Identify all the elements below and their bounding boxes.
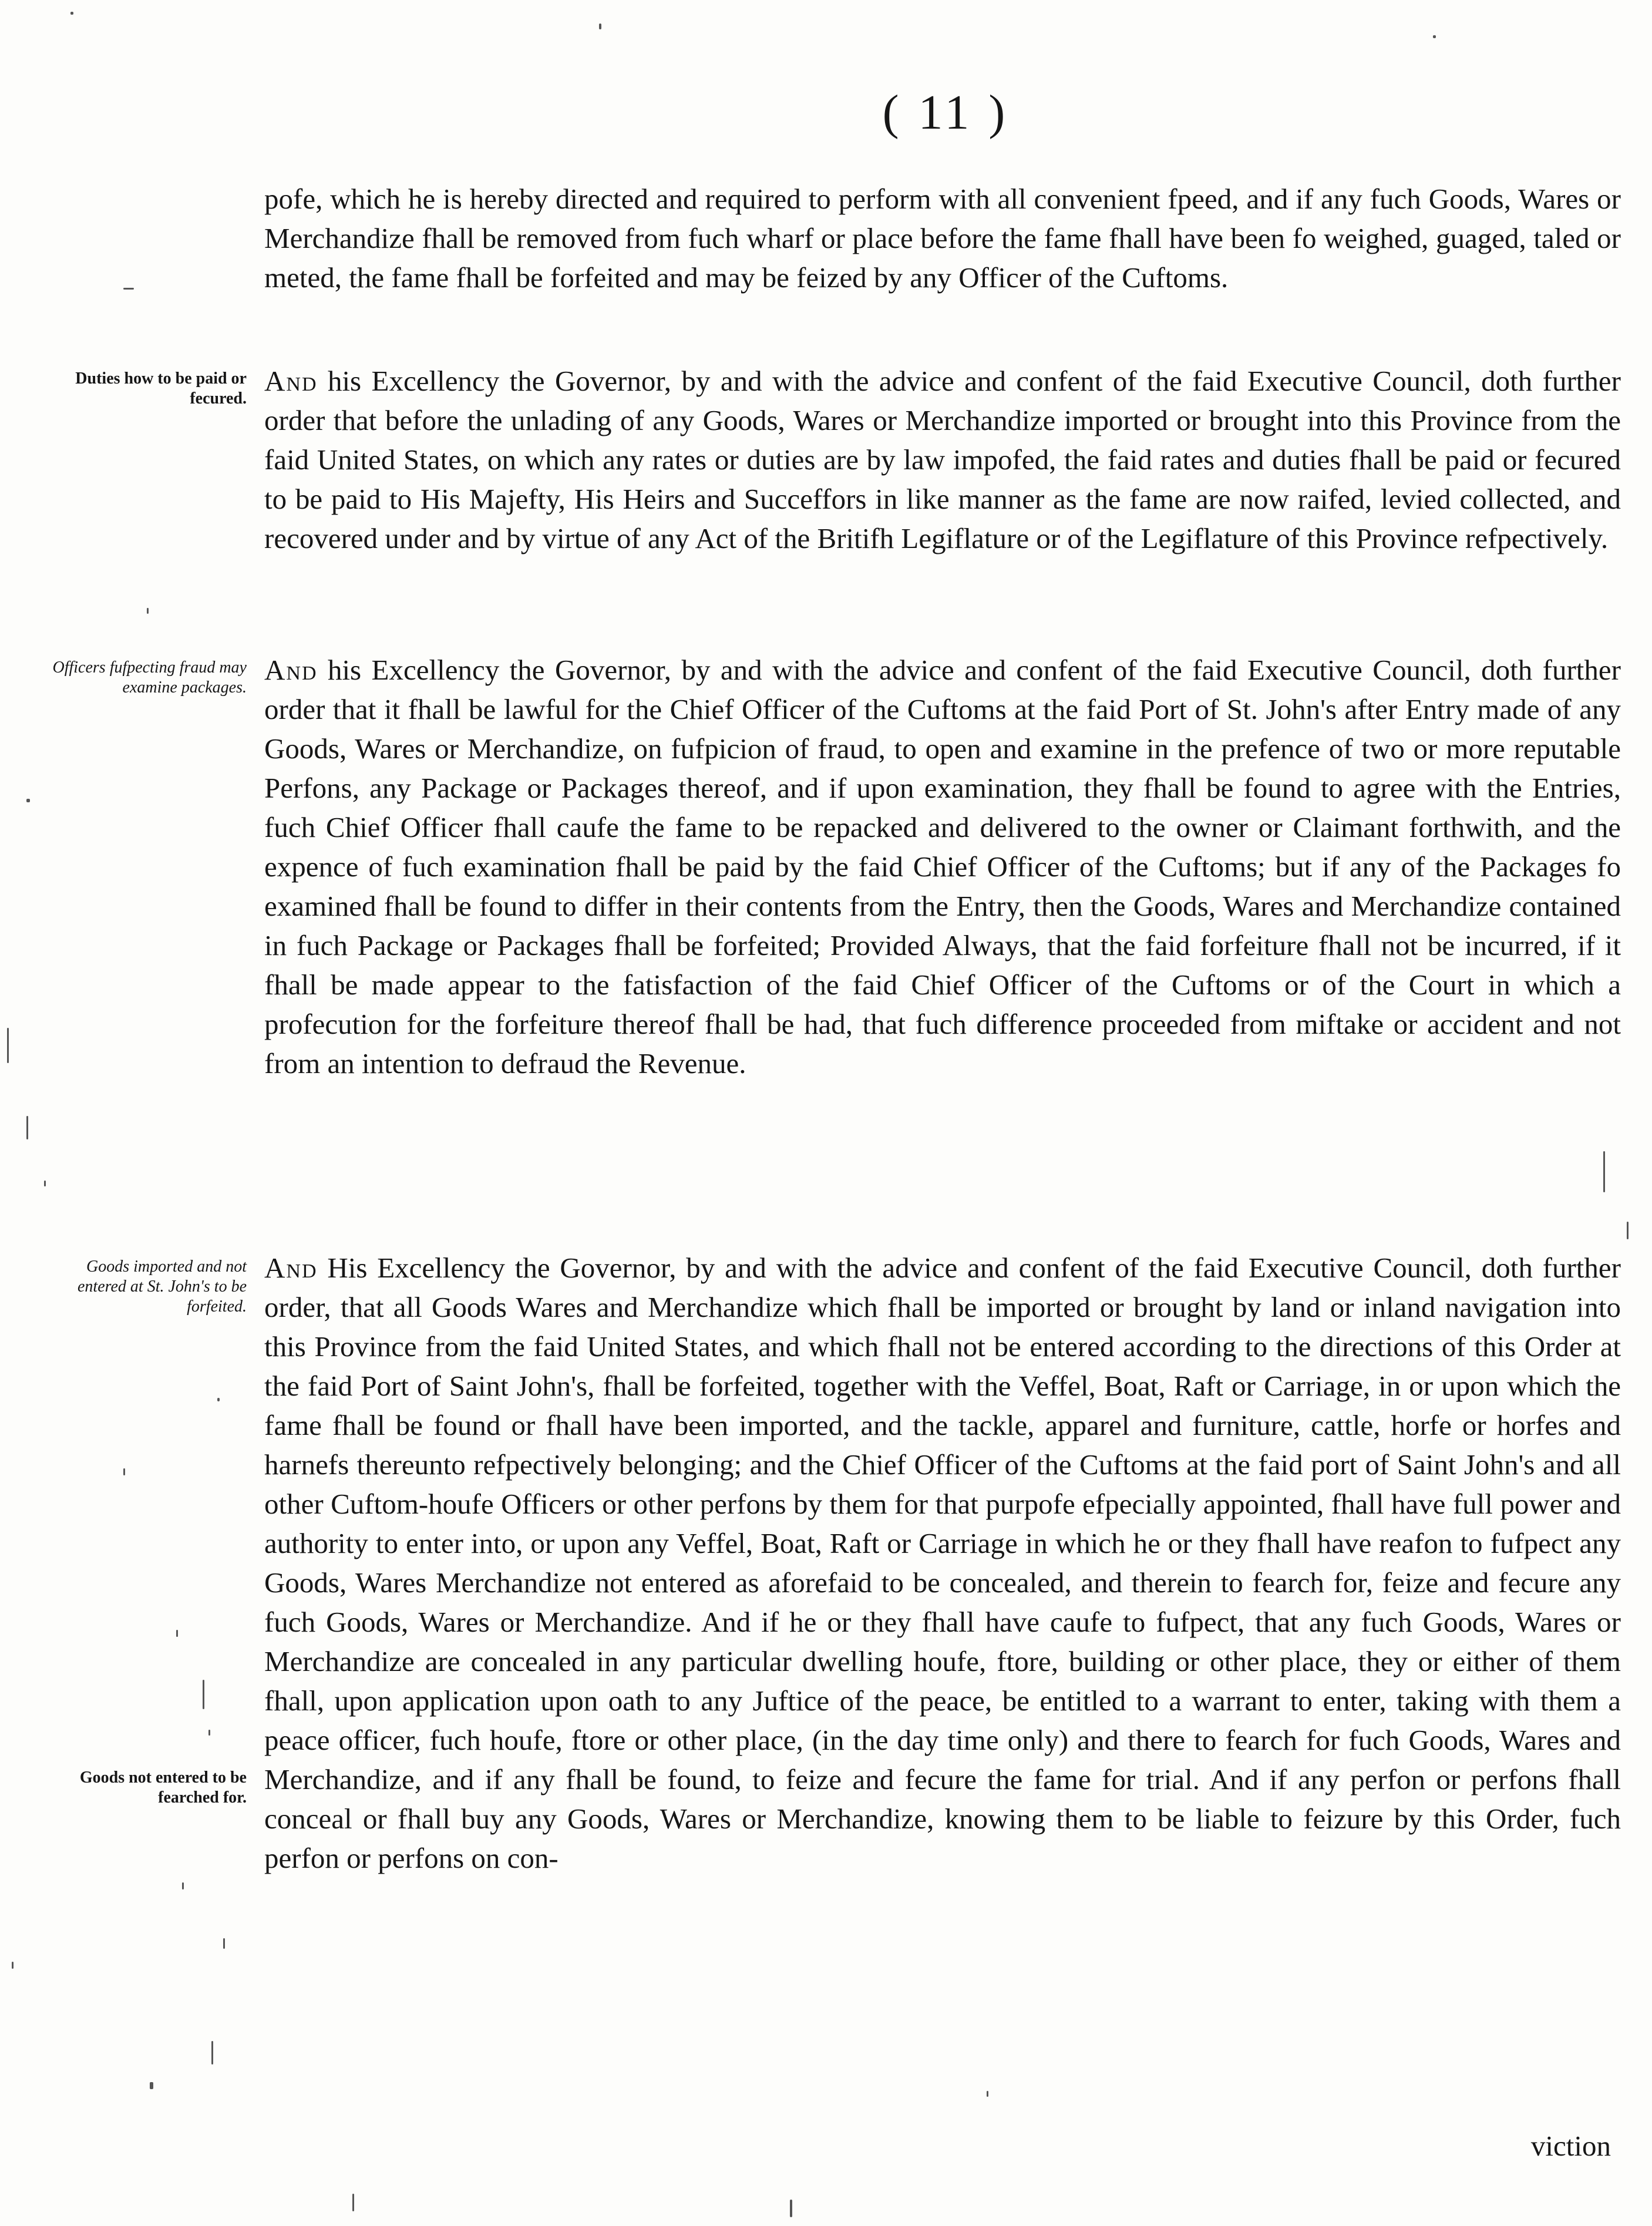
scan-speck <box>26 1116 28 1139</box>
scan-speck <box>1603 1151 1605 1192</box>
scan-speck <box>123 288 134 290</box>
scan-speck <box>790 2200 792 2217</box>
paragraph-4-text: His Excellency the Governor, by and with the advice and confent of the faid Executive Council, doth further order, that all Goods Wares and Merchandize which fhall be imported or brought by land or inland navigation into this Province from the faid United States, and which fhall not be entered according to the directions of this Order at the faid Port of Saint John's, fhall be forfeited, together with the Veffel, Boat, Raft or Carriage, in or upon which the fame fhall be found or fhall have been imported, and the tackle, apparel and furniture, cattle, horfe or horfes and harnefs thereunto refpectively belonging; and the Chief Officer of the Cuftoms at the faid port of Saint John's and all other Cuftom-houfe Officers or other perfons by them for that purpofe efpecially appointed, fhall have full power and authority to enter into, or upon any Veffel, Boat, Raft or Carriage in which he or they fhall have reafon to fufpect any Goods, Wares Merchandize not entered as aforefaid to be concealed, and therein to fearch for, feize and fecure any fuch Goods, Wares or Merchandize. And if he or they fhall have caufe to fufpect, that any fuch Goods, Wares or Merchandize are concealed in any particular dwelling houfe, ftore, building or other place, they or either of them fhall, upon application upon oath to any Juftice of the peace, be entitled to a warrant to enter, taking with them a peace officer, fuch houfe, ftore or other place, (in the day time only) and there to fearch for fuch Goods, Wares and Merchandize, and if any fhall be found, to feize and fecure the fame for trial. And if any perfon or perfons fhall conceal or fhall buy any Goods, Wares or Merchandize, knowing them to be liable to feizure by this Order, fuch perfon or perfons on con- <box>264 1252 1621 1874</box>
margin-note-goods-imported: Goods imported and not entered at St. John's to be forfeited. <box>78 1257 247 1316</box>
paragraph-2-lead: And <box>264 365 318 397</box>
scan-speck <box>44 1181 46 1186</box>
scan-speck <box>217 1398 220 1401</box>
scan-speck <box>211 2041 213 2064</box>
paragraph-3-text: his Excellency the Governor, by and with the advice and confent of the faid Executive Council, doth further order that it fhall be lawful for the Chief Officer of the Cuftoms at the faid Port of St. John's after Entry made of any Goods, Wares or Merchandize, on fufpicion of fraud, to open and examine in the prefence of two or more reputable Perfons, any Package or Packages thereof, and if upon examination, they fhall be found to agree with the Entries, fuch Chief Officer fhall caufe the fame to be repacked and delivered to the owner or Claimant forthwith, and the expence of fuch examination fhall be paid by the faid Chief Officer of the Cuftoms; but if any of the Packages fo examined fhall be found to differ in their contents from the Entry, then the Goods, Wares and Merchandize contained in fuch Package or Packages fhall be forfeited; Provided Always, that the faid forfeiture fhall not be incurred, if it fhall be made appear to the fatisfaction of the faid Chief Officer of the Cuftoms or of the Court in which a profecution for the forfeiture thereof fhall be had, that fuch difference proceeded from miftake or accident and not from an intention to defraud the Revenue. <box>264 654 1621 1080</box>
paragraph-1 <box>264 179 1621 297</box>
scan-speck <box>208 1730 210 1736</box>
paragraph-1-text: pofe, which he is hereby directed and required to perform with all convenient fpeed, and if any fuch Goods, Wares or Merchandize fhall be removed from fuch wharf or place before the fame fhall have been fo weighed, guaged, taled or meted, the fame fhall be forfeited and may be feized by any Officer of the Cuftoms. <box>264 183 1621 294</box>
paragraph-3 <box>264 650 1621 1083</box>
scan-speck <box>1627 1222 1629 1239</box>
scan-speck <box>150 2082 153 2089</box>
scan-speck <box>176 1630 178 1637</box>
catchword: viction <box>1530 2130 1611 2162</box>
scan-speck <box>182 1882 184 1889</box>
scan-speck <box>1433 35 1436 38</box>
paragraph-4-lead: And <box>264 1252 318 1284</box>
paragraph-4 <box>264 1248 1621 1878</box>
scan-speck <box>987 2091 988 2097</box>
scan-speck <box>223 1938 225 1949</box>
scan-speck <box>352 2194 354 2211</box>
scan-speck <box>203 1680 204 1709</box>
page-number: ( 11 ) <box>882 85 1009 140</box>
scan-speck <box>26 799 30 802</box>
scan-speck <box>7 1028 9 1063</box>
paragraph-3-lead: And <box>264 654 318 686</box>
scan-speck <box>147 608 149 614</box>
scan-speck <box>123 1468 125 1475</box>
margin-note-duties: Duties how to be paid or fecured. <box>75 369 247 408</box>
margin-note-goods-searched: Goods not entered to be fearched for. <box>79 1768 247 1807</box>
scan-speck <box>599 23 601 29</box>
paragraph-2 <box>264 361 1621 558</box>
paragraph-2-text: his Excellency the Governor, by and with the advice and confent of the faid Executive Council, doth further order that before the unlading of any Goods, Wares or Merchandize imported or brought into this Province from the faid United States, on which any rates or duties are by law impofed, the faid rates and duties fhall be paid or fecured to be paid to His Majefty, His Heirs and Succeffors in like manner as the fame are now raifed, levied collected, and recovered under and by virtue of any Act of the Britifh Legiflature or of the Legiflature of this Province refpectively. <box>264 365 1621 554</box>
margin-note-officers: Officers fufpecting fraud may examine packages. <box>52 658 247 697</box>
scan-speck <box>12 1962 14 1969</box>
scan-speck <box>70 12 73 15</box>
